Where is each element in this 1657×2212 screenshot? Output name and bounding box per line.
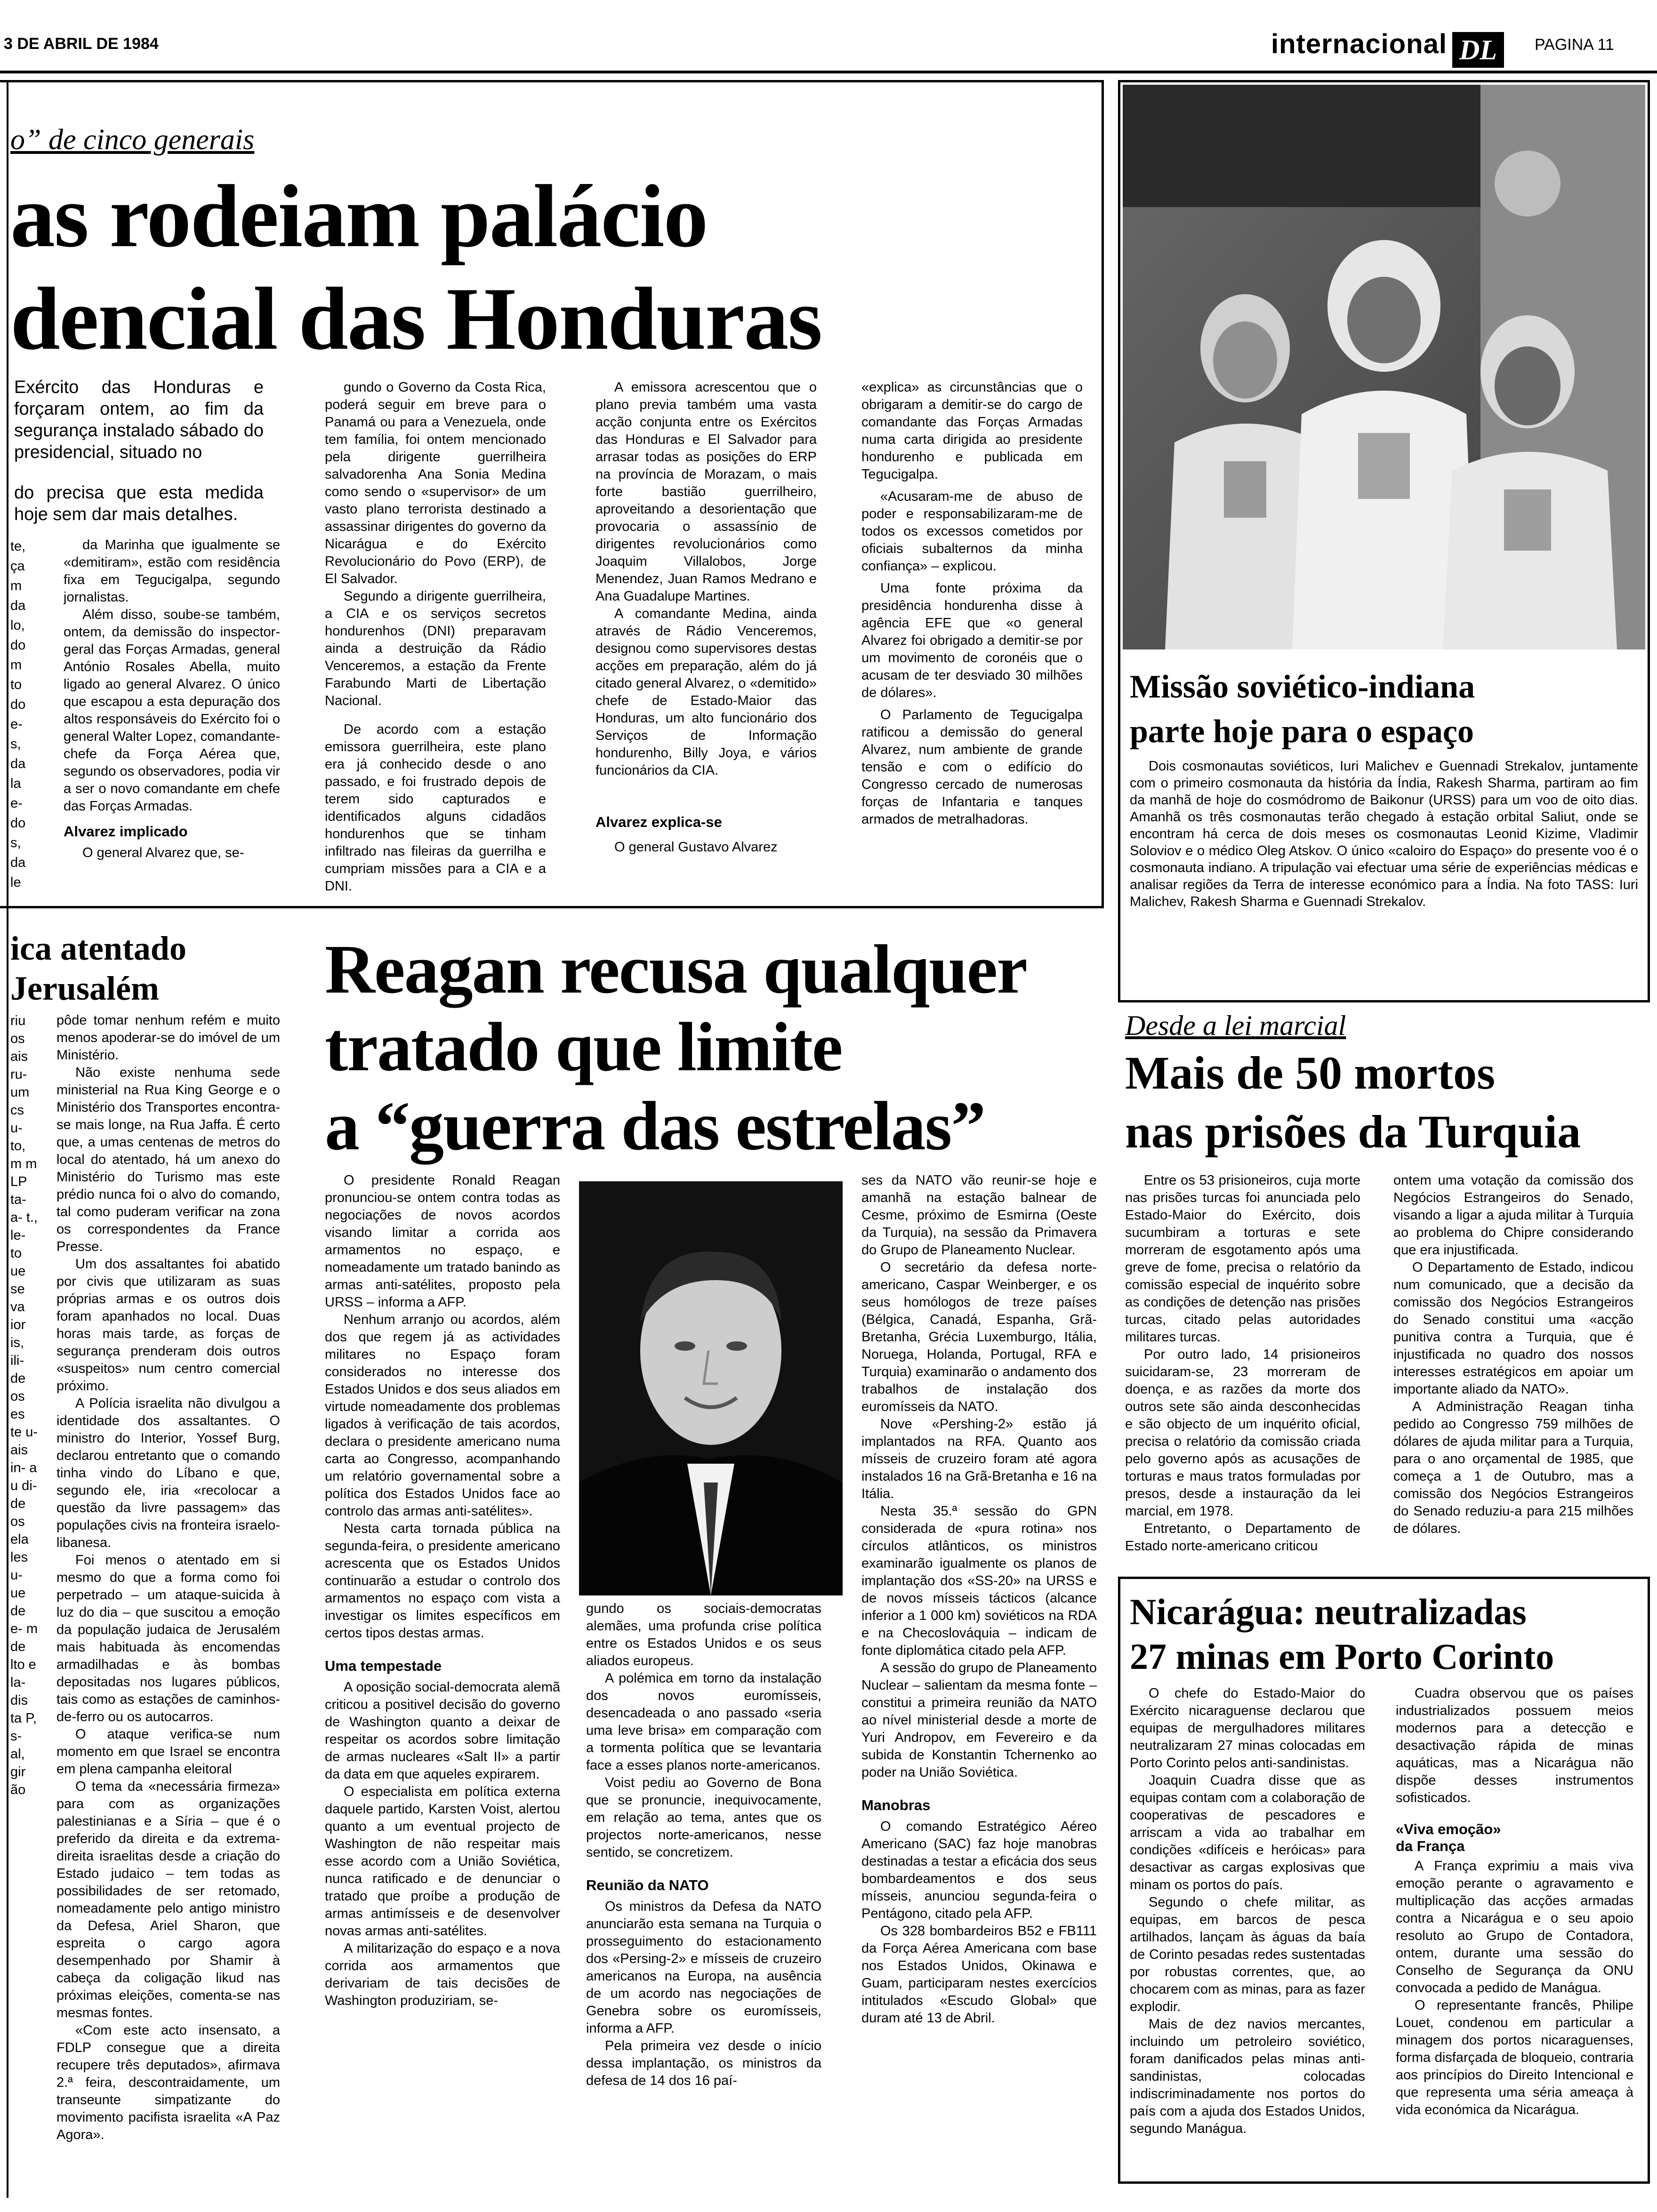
turkey-paragraph: ontem uma votação da comissão dos Negócios Estrangeiros do Senado, visando a ligar a ajuda militar à Turquia ao problema do Chipre considerando que era injustificada.: [1393, 1173, 1633, 1258]
reagan-portrait: [579, 1181, 843, 1595]
honduras-col-1: [64, 537, 280, 904]
reagan-paragraph: Nove «Pershing-2» estão já implantados na RFA. Quanto aos mísseis de cruzeiro foram até agora instalados 16 na Grã-Bretanha e 16 na Itália.: [861, 1417, 1097, 1501]
turkey-headline-2: nas prisões da Turquia: [1125, 1106, 1581, 1158]
section-title: internacional: [1271, 29, 1447, 59]
honduras-paragraph: Além disso, soube-se também, ontem, da demissão do inspector-geral das Forças Armadas, general António Rosales Abella, muito ligado ao general Alvarez. O único que escapou a esta depuração dos altos responsáveis do Exército foi o general Walter Lopez, comandante-chefe da Força Aérea que, segundo os observadores, podia vir a ser o novo comandante em chefe das Forças Armadas.: [64, 607, 280, 814]
jerusalem-paragraph: pôde tomar nenhum refém e muito menos apoderar-se do imóvel de um Ministério.: [56, 1013, 280, 1063]
nicaragua-subhead-line-1: «Viva emoção»: [1396, 1821, 1501, 1837]
nicaragua-paragraph: Mais de dez navios mercantes, incluindo um petroleiro soviético, foram danificados pelas minas anti-sandinistas, colocadas indiscriminadamente nos portos do país com a ajuda dos Estados Unidos, segundo Manágua.: [1130, 2017, 1365, 2136]
honduras-lead-text: Exército das Honduras e forçaram ontem, ao fim da segurança instalado sábado do presidencial, situado no: [14, 377, 264, 462]
space-box-right: [1648, 80, 1650, 1002]
reagan-paragraph: O especialista em política externa daquele partido, Karsten Voist, alertou quanto a um eventual projecto de Washington de não respeitar mais esse acordo com a União Soviética, nunca ratificado e de denunciar o tratado que proíbe a produção de armas antimísseis e de desenvolver novas armas anti-satélites.: [325, 1784, 560, 1939]
reagan-paragraph: Os ministros da Defesa da NATO anunciarão esta semana na Turquia o prosseguimento do estacionamento dos «Persing-2» e mísseis de cruzeiro americanos na Europa, na ausência de um acordo nas negociações de Genebra sobre os euromísseis, informa a AFP.: [586, 1899, 821, 2036]
jerusalem-headline-2: Jerusalém: [10, 970, 159, 1007]
honduras-col-2: [325, 379, 546, 904]
honduras-margin-fragments: [10, 537, 34, 892]
honduras-paragraph: O general Alvarez que, se-: [82, 845, 244, 860]
reagan-paragraph: A militarização do espaço e a nova corrida aos armamentos que derivariam de tais decisões de Washington produziriam, se-: [325, 1941, 560, 2008]
jerusalem-paragraph: Não existe nenhuma sede ministerial na Rua King George e o Ministério dos Transportes encontra-se mais longe, na Rua Jaffa. É certo que, a umas centenas de metros do local do atentado, há um anexo do Ministério do Turismo mas este prédio nunca foi o alvo do comando, tal como puderam verificar na zona os correspondentes da France Presse.: [56, 1065, 280, 1254]
reagan-paragraph: ses da NATO vão reunir-se hoje e amanhã na estação balnear de Cesme, próximo de Esmirna (Oeste da Turquia), na sessão da Primavera do Grupo de Planeamento Nuclear.: [861, 1173, 1097, 1258]
honduras-box-top: [0, 80, 1104, 82]
reagan-paragraph: Voist pediu ao Governo de Bona que se pronuncie, inequivocamente, em relação ao tema, antes que os projectos norte-americanos, nesse sentido, se concretizem.: [586, 1775, 821, 1860]
reagan-col-1: [325, 1172, 560, 2170]
reagan-paragraph: Nenhum arranjo ou acordos, além dos que regem já as actividades militares no Espaço foram considerados no interesse dos Estados Unidos e dos seus aliados em virtude nomeadamente dos problemas ligados à verificação de tais acordos, declara o presidente americano numa carta ao Congresso, acompanhando um relatório governamental sobre a política dos Estados Unidos face ao controlo das armas anti-satélites».: [325, 1312, 560, 1519]
honduras-margin-text: te, ça m da lo, do m to do e- s, da la e- do s, da le: [10, 539, 26, 890]
space-headline-1: Missão soviético-indiana: [1130, 669, 1475, 705]
honduras-headline-2: dencial das Honduras: [10, 270, 822, 369]
reagan-subhead-reuniao-nato: Reunião da NATO: [586, 1877, 709, 1893]
jerusalem-paragraph: A Polícia israelita não divulgou a identidade dos assaltantes. O ministro do Interior, Yossef Burg, declarou entretanto que o comando tinha vindo do Líbano e que, segundo ele, iria «recolocar a questão da livre passagem» das populações civis na fronteira israelo-libanesa.: [56, 1396, 280, 1550]
cosmonauts-photo-image: [1123, 85, 1645, 649]
nicaragua-paragraph: Segundo o chefe militar, as equipas, em barcos de pesca artilhados, lançam às águas da baía de Corinto pesadas redes sustentadas por robustas correntes, que, ao chocarem com as minas, para as fazer explodir.: [1130, 1895, 1365, 2014]
reagan-headline-3: a “guerra das estrelas”: [325, 1088, 985, 1165]
honduras-paragraph: A comandante Medina, ainda através de Rádio Venceremos, designou como supervisores destas acções em preparação, além do já citado general Alvarez, o «demitido» chefe de Estado-Maior das Honduras, um alto funcionário dos Serviços de Informação hondurenho, Billy Joya, e vários funcionários da CIA.: [595, 606, 817, 778]
nicaragua-box-left: [1118, 1577, 1120, 2184]
nicaragua-subhead-viva-emocao: [1396, 1821, 1633, 1855]
honduras-kicker: o” de cinco generais: [10, 124, 255, 156]
reagan-col-2: [586, 1600, 821, 2170]
turkey-paragraph: Entretanto, o Departamento de Estado norte-americano criticou: [1125, 1521, 1360, 1554]
reagan-paragraph: Os 328 bombardeiros B52 e FB111 da Força Aérea Americana com base nos Estados Unidos, Okinawa e Guam, participaram nestes exercícios intitulados «Escudo Global» que duram até 13 de Abril.: [861, 1923, 1097, 2026]
section-logo-icon: DL: [1452, 32, 1504, 68]
turkey-paragraph: A Administração Reagan tinha pedido ao Congresso 759 milhões de dólares de ajuda militar para a Turquia, para o ano orçamental de 1985, que começa a 1 de Outubro, mas a comissão dos Negócios Estrangeiros do Senado reduziu-a para 215 milhões de dólares.: [1393, 1399, 1633, 1536]
nicaragua-paragraph: Cuadra observou que os países industrializados possuem meios modernos para a detecção e desactivação rápida de minas aquáticas, mas a Nicarágua não dispõe desses instrumentos sofisticados.: [1396, 1686, 1633, 1805]
honduras-paragraph: O general Gustavo Alvarez: [614, 840, 778, 855]
nicaragua-paragraph: Joaquin Cuadra disse que as equipas contam com a colaboração de cooperativas de pescadores e arriscam a vida ao trabalhar em condições «difíceis e heróicas» para desactivar as cargas explosivas que minam os portos do país.: [1130, 1773, 1365, 1892]
honduras-lead: [14, 377, 264, 525]
honduras-paragraph: Uma fonte próxima da presidência hondurenha disse à agência EFE que «o general Alvarez foi obrigado a demitir-se por um movimento de coronéis que o acusam de ter desviado 30 milhões de dólares».: [861, 581, 1083, 700]
reagan-paragraph: gundo os sociais-democratas alemães, uma profunda crise política entre os Estados Unidos e os seus aliados europeus.: [586, 1601, 821, 1668]
turkey-paragraph: Entre os 53 prisioneiros, cuja morte nas prisões turcas foi anunciada pelo Estado-Maior do Exército, dois sucumbiram a torturas e sete morreram de esgotamento após uma greve de fome, precisa o relatório da comissão especial de inquérito sobre as condições de detenção nas prisões turcas, citado pelas autoridades militares turcas.: [1125, 1173, 1360, 1345]
turkey-kicker: Desde a lei marcial: [1125, 1010, 1346, 1041]
reagan-paragraph: O comando Estratégico Aéreo Americano (SAC) faz hoje manobras destinadas a testar a eficácia dos seus bombardeamentos e dos seus mísseis, anunciou segunda-feira o Pentágono, citado pela AFP.: [861, 1819, 1097, 1921]
nicaragua-col-2: [1396, 1685, 1633, 2179]
honduras-paragraph: da Marinha que igualmente se «demitiram», estão com residência fixa em Tegucigalpa, segundo jornalistas.: [64, 537, 280, 605]
jerusalem-paragraph: Um dos assaltantes foi abatido por civis que utilizaram as suas próprias armas e os outros dois foram apanhados no local. Duas horas mais tarde, as forças de segurança prenderam dois outros «suspeitos» num centro comercial próximo.: [56, 1257, 280, 1394]
jerusalem-paragraph: O ataque verifica-se num momento em que Israel se encontra em plena campanha eleitoral: [56, 1727, 280, 1777]
honduras-paragraph: A emissora acrescentou que o plano previa também uma vasta acção conjunta entre os Exércitos das Honduras e El Salvador para arrasar todas as posições do ERP na província de Morazam, o mais forte bastião guerrilheiro, aproveitando a desorientação que provocaria o assassínio de dirigentes revolucionários como Joaquim Villalobos, Jorge Menendez, Juan Ramos Medrano e Ana Guadalupe Martines.: [595, 380, 817, 604]
turkey-col-1: [1125, 1172, 1360, 1586]
nicaragua-paragraph: A França exprimiu a mais viva emoção perante o agravamento e multiplicação das acções armadas contra a Nicarágua e o seu apoio resoluto ao Grupo de Contadora, ontem, durante uma sessão do Conselho de Segurança da ONU convocada a pedido de Manágua.: [1396, 1859, 1633, 1996]
nicaragua-paragraph: O chefe do Estado-Maior do Exército nicaraguense declarou que equipas de mergulhadores militares neutralizaram 27 minas colocadas em Porto Corinto pelos anti-sandinistas.: [1130, 1686, 1365, 1771]
page-number: PAGINA 11: [1535, 36, 1614, 54]
honduras-subhead-alvarez-implicado: Alvarez implicado: [64, 823, 188, 840]
turkey-paragraph: Por outro lado, 14 prisioneiros suicidaram-se, 23 morreram de doença, e as razões da morte dos outros sete são ainda desconhecidas e são objecto de um inquérito oficial, precisa o relatório da comissão criada pelo governo após as acusações de torturas e maus tratos formuladas por presos, desde a instauração da lei marcial, em 1978.: [1125, 1347, 1360, 1519]
honduras-headline-1: as rodeiam palácio: [10, 167, 708, 266]
page-date: 3 DE ABRIL DE 1984: [4, 35, 159, 53]
nicaragua-box-right: [1648, 1577, 1650, 2184]
jerusalem-margin-text: riu os ais ru- um cs u- to, m m LP ta- a- t., le- to ue se va ior is, ili- de os es te u- ais in- a u di- de os ela les u- ue de e- m de lto e la- dis ta P, s- al, gir ão: [10, 1013, 38, 1797]
nicaragua-subhead-line-2: da França: [1396, 1838, 1465, 1854]
honduras-lead-text-2: do precisa que esta medida hoje sem dar mais detalhes.: [14, 483, 264, 524]
reagan-paragraph: O presidente Ronald Reagan pronunciou-se ontem contra todas as negociações de novos acordos visando limitar a corrida aos armamentos no espaço, e nomeadamente um tratado banindo as armas anti-satélites, proposto pela URSS – informa a AFP.: [325, 1173, 560, 1310]
reagan-paragraph: Nesta carta tornada pública na segunda-feira, o presidente americano acrescenta que os Estados Unidos continuarão a estudar o controlo dos armamentos no espaço com vista a investigar os limites específicos em certos tipos destas armas.: [325, 1521, 560, 1641]
masthead: [0, 0, 1657, 65]
honduras-paragraph: gundo o Governo da Costa Rica, poderá seguir em breve para o Panamá ou para a Venezuela, onde tem família, foi ontem mencionado pela dirigente guerrilheira salvadorenha Ana Sonia Medina como sendo o «supervisor» de um vasto plano terrorista destinado a assassinar dirigentes do governo da Nicarágua e do Exército Revolucionário do Povo (ERP), de El Salvador.: [325, 380, 546, 586]
reagan-col-3: [861, 1172, 1097, 2170]
space-box-top: [1118, 80, 1650, 82]
space-headline-2: parte hoje para o espaço: [1130, 713, 1474, 750]
space-box-left: [1118, 80, 1120, 1002]
jerusalem-paragraph: «Com este acto insensato, a FDLP consegue que a direita recupere três deputados», afirmava 2.ª feira, descontraidamente, um transeunte simpatizante do movimento pacifista israelita «A Paz Agora».: [56, 2023, 280, 2142]
honduras-paragraph: O Parlamento de Tegucigalpa ratificou a demissão do general Alvarez, num ambiente de grande tensão e com o edifício do Congresso cercado de numerosas forças de Infantaria e tanques armados de metralhadoras.: [861, 707, 1083, 827]
nicaragua-col-1: [1130, 1685, 1365, 2179]
honduras-box-bottom: [0, 906, 1104, 908]
reagan-subhead-uma-tempestade: Uma tempestade: [325, 1658, 442, 1674]
honduras-paragraph: «explica» as circunstâncias que o obrigaram a demitir-se do cargo de comandante das Forças Armadas numa carta dirigida ao presidente hondurenho e publicada em Tegucigalpa.: [861, 380, 1083, 482]
nicaragua-headline-2: 27 minas em Porto Corinto: [1130, 1636, 1554, 1677]
jerusalem-column: [56, 1012, 280, 2170]
honduras-col-3: [595, 379, 817, 904]
reagan-paragraph: A oposição social-democrata alemã criticou a positivel decisão do governo de Washington quanto a deixar de respeitar os acordos sobre limitação de armas nucleares «Salt II» a partir da data em que aqueles expirarem.: [325, 1680, 560, 1782]
reagan-subhead-manobras: Manobras: [861, 1797, 931, 1813]
turkey-paragraph: O Departamento de Estado, indicou num comunicado, que a decisão da comissão dos Negócios Estrangeiros do Senado constitui uma «acção punitiva contra a Turquia, que é injustificada no quadro dos nossos interesses estratégicos em apoiar um importante aliado da NATO».: [1393, 1260, 1633, 1397]
nicaragua-box-bottom: [1118, 2181, 1650, 2184]
jerusalem-paragraph: Foi menos o atentado em si mesmo do que a forma como foi perpetrado – um ataque-suicida à luz do dia – que suscitou a emoção da população judaica de Jerusalém mais habituada às encomendas armadilhadas e às bombas depositadas nos lugares públicos, tais como as estações de caminhos-de-ferro ou os autocarros.: [56, 1553, 280, 1724]
honduras-col-4: [861, 379, 1083, 904]
reagan-paragraph: Pela primeira vez desde o início dessa implantação, os ministros da defesa de 14 dos 16 paí-: [586, 2038, 821, 2088]
honduras-paragraph: De acordo com a estação emissora guerrilheira, este plano era já conhecido desde o ano passado, e foi frustrado depois de terem sido capturados e identificados alguns cidadãos hondurenhos que se tinham infiltrado nas fileiras da guerrilha e cumpriam missões para a CIA e a DNI.: [325, 722, 546, 894]
jerusalem-paragraph: O tema da «necessária firmeza» para com as organizações palestinianas e a Síria – que é o preferido da direita e da extrema-direita israelitas desde a criação do Estado judaico – tem todas as possibilidades de ser retomado, nomeadamente pelo antigo ministro da Defesa, Ariel Sharon, que espreita o cargo agora desempenhado por Shamir à cabeça da coligação likud nas próximas eleições, comenta-se nas mesmas fontes.: [56, 1779, 280, 2020]
jerusalem-margin-fragments: [10, 1012, 39, 2165]
honduras-box-right: [1102, 80, 1104, 908]
jerusalem-headline-1: ica atentado: [10, 930, 186, 967]
reagan-paragraph: A sessão do grupo de Planeamento Nuclear – salientam da mesma fonte – constitui a primeira reunião da NATO ao nível ministerial desde a morte de Yuri Andropov, em Fevereiro e da subida de Konstantin Tchernenko ao poder na União Soviética.: [861, 1660, 1097, 1780]
space-caption: [1130, 758, 1638, 998]
header-rule: [0, 71, 1657, 73]
reagan-headline-2: tratado que limite: [325, 1009, 842, 1086]
honduras-paragraph: «Acusaram-me de abuso de poder e responsabilizaram-me de todos os excessos cometidos por oficiais subalternos da minha confiança» – explicou.: [861, 489, 1083, 574]
reagan-paragraph: O secretário da defesa norte-americano, Caspar Weinberger, e os seus homólogos de treze países (Bélgica, Canadá, Espanha, Grã-Bretanha, Grécia Luxemburgo, Itália, Noruega, Holanda, Portugal, RFA e Turquia) examinarão o andamento dos trabalhos de instalação dos euromísseis da NATO.: [861, 1260, 1097, 1414]
reagan-paragraph: Nesta 35.ª sessão do GPN considerada de «pura rotina» nos círculos atlânticos, os ministros examinarão igualmente os planos de implantação dos «SS-20» na URSS e de novos mísseis tácticos (alcance inferior a 1 000 km) soviéticos na RDA e na Checoslováquia – indicam de fonte diplomática citado pela AFP.: [861, 1504, 1097, 1658]
turkey-headline-1: Mais de 50 mortos: [1125, 1047, 1495, 1099]
turkey-col-2: [1393, 1172, 1633, 1586]
reagan-headline-1: Reagan recusa qualquer: [325, 931, 1027, 1008]
nicaragua-headline-1: Nicarágua: neutralizadas: [1130, 1591, 1527, 1632]
cosmonauts-photo: [1123, 85, 1645, 649]
space-caption-text: Dois cosmonautas soviéticos, Iuri Malichev e Guennadi Strekalov, juntamente com o primeiro cosmonauta da história da Índia, Rakesh Sharma, partiram ao fim da manhã de hoje do cosmódromo de Baikonur (URSS) para um voo de oito dias. Amanhã os três cosmonautas terão chegado à estação orbital Saliut, onde se encontram há cerca de dois meses os cosmonautas Leonid Kizime, Vladimir Soloviov e o médico Oleg Atskov. O único «caloiro do Espaço» do presente voo é o cosmonauta indiano. A tripulação vai efectuar uma série de experiências médicas e analisar regiões da Terra de interesse económico para a Índia. Na foto TASS: Iuri Malichev, Rakesh Sharma e Guennadi Strekalov.: [1130, 759, 1638, 909]
nicaragua-box-top: [1118, 1577, 1650, 1579]
nicaragua-paragraph: O representante francês, Philipe Louet, condenou em particular a minagem dos portos nicaraguenses, forma disfarçada de bloqueio, contraria aos princípios do Direito Intencional e que representa uma séria ameaça à vida económica da Nicarágua.: [1396, 1998, 1633, 2117]
space-box-bottom: [1118, 1000, 1650, 1002]
left-margin-rule: [7, 80, 8, 2198]
reagan-portrait-image: [579, 1181, 843, 1595]
reagan-paragraph: A polémica em torno da instalação dos novos euromísseis, desencadeada o ano passado «seria uma leve brisa» em comparação com a tormenta política que se levantaria face a esses planos norte-americanos.: [586, 1671, 821, 1773]
honduras-subhead-alvarez-explica: Alvarez explica-se: [595, 814, 722, 830]
honduras-paragraph: Segundo a dirigente guerrilheira, a CIA e os serviços secretos hondurenhos (DNI) preparavam ainda a destruição da Rádio Venceremos, a estação da Frente Farabundo Marti de Libertação Nacional.: [325, 589, 546, 708]
